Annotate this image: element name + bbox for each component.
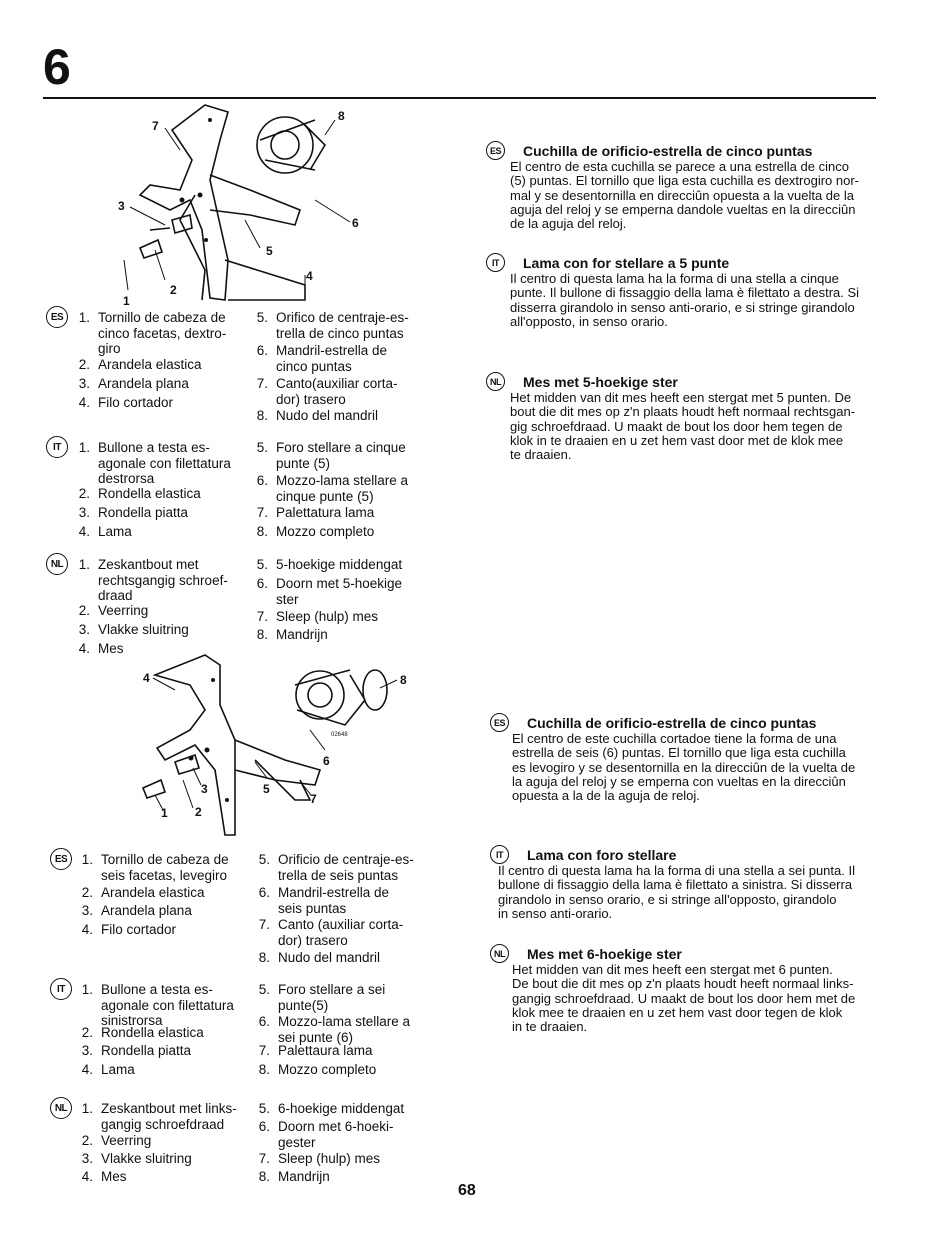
item-number: 8.: [258, 1169, 270, 1184]
list-item: [248, 1043, 373, 1059]
item-number: 7.: [256, 376, 268, 391]
item-number: 8.: [258, 950, 270, 965]
callout-7: 7: [310, 792, 317, 806]
item-number: 8.: [256, 524, 268, 539]
item-number: 1.: [78, 557, 90, 572]
item-text: Orifico de centraje-es- trella de cinco puntas: [276, 310, 409, 341]
section-title: Cuchilla de orificio-estrella de cinco puntas: [527, 715, 817, 731]
lang-badge-nl: NL: [490, 944, 509, 963]
item-number: 4.: [78, 395, 90, 410]
item-number: 2.: [78, 357, 90, 372]
callout-5: 5: [263, 782, 270, 796]
list-item: [248, 1062, 376, 1078]
item-number: 5.: [256, 440, 268, 455]
blade-diagram-five-point: [110, 100, 359, 308]
item-text: Nudo del mandril: [278, 950, 381, 965]
item-text: Mes: [98, 641, 124, 656]
section-body: Het midden van dit mes heeft een stergat met 6 punten. De bout die dit mes op z'n plaats houdt heeft normaal links- gangig schroefdraad. U maakt de bout los door hem met de klok mee te draaien en u zet hem vast door tegen de klok in te draaien.: [512, 962, 856, 1035]
item-text: Mandrijn: [276, 627, 328, 642]
lang-badge-es: ES: [490, 713, 509, 732]
list-item: [71, 982, 234, 1029]
blade-diagram-six-point: [135, 650, 420, 840]
section-title: Cuchilla de orificio-estrella de cinco puntas: [523, 143, 813, 159]
list-item: [71, 852, 229, 883]
section-title: Mes met 6-hoekige ster: [527, 946, 682, 962]
list-item: [71, 1151, 192, 1167]
item-number: 6.: [256, 576, 268, 591]
section-body: Het midden van dit mes heeft een stergat met 5 punten. De bout die dit mes op z'n plaats houdt heft normaal rechtsgan- gig schroefdraad. U maakt de bout los door hem tegen de klok in te draaien en u zet hem vast door met de klok mee te draaien.: [510, 390, 856, 463]
item-number: 3.: [78, 505, 90, 520]
list-item: [71, 1043, 191, 1059]
item-text: Mozzo-lama stellare a sei punte (6): [278, 1014, 411, 1045]
callout-6: 6: [323, 754, 330, 768]
callout-1: 1: [123, 294, 130, 308]
list-item: [71, 1101, 237, 1132]
section-body: El centro de este cuchilla cortadoe tiene la forma de una estrella de seis (6) puntas. El tornillo que liga esta cuchilla es levogiro y se desentornilla en la direcciûn de la vuelta de la aguja del reloj y se emperna con vueltas en la direcciûn opuesta a la de la aguja de reloj.: [512, 731, 856, 804]
item-text: Foro stellare a sei punte(5): [278, 982, 386, 1013]
item-text: Rondella piatta: [101, 1043, 192, 1058]
item-text: Zeskantbout met rechtsgangig schroef- draad: [98, 557, 228, 603]
section-body: Il centro di questa lama ha la forma di una stella a sei punta. Il bullone di fissaggio della lama è filettato a sinistra. Si disserra girandolo in senso orario, e si stringe all'opposto, girandolo in senso anti-orario.: [498, 863, 855, 921]
item-number: 2.: [81, 1133, 93, 1148]
item-text: Tornillo de cabeza de seis facetas, levegiro: [101, 852, 229, 883]
item-text: Vlakke sluitring: [98, 622, 189, 637]
callout-6: 6: [352, 216, 359, 230]
item-number: 3.: [78, 376, 90, 391]
item-text: Bullone a testa es- agonale con filettatura sinistrorsa: [101, 982, 234, 1028]
list-item: [68, 505, 188, 521]
list-item: [248, 982, 385, 1013]
list-item: [246, 343, 387, 374]
item-number: 3.: [81, 1043, 93, 1058]
list-item: [68, 440, 231, 487]
list-item: [68, 622, 189, 638]
item-text: Arandela plana: [98, 376, 189, 391]
item-text: Mozzo completo: [278, 1062, 377, 1077]
header-rule: [43, 97, 876, 99]
lang-badge-es: ES: [50, 848, 72, 870]
item-number: 7.: [256, 505, 268, 520]
item-text: Zeskantbout met links- gangig schroefdraad: [101, 1101, 237, 1132]
item-number: 7.: [256, 609, 268, 624]
section-title: Mes met 5-hoekige ster: [523, 374, 678, 390]
list-item: [248, 852, 414, 883]
item-text: Doorn met 5-hoekige ster: [276, 576, 403, 607]
list-item: [68, 641, 124, 657]
list-item: [246, 609, 378, 625]
item-number: 3.: [81, 1151, 93, 1166]
list-item: [68, 310, 226, 357]
list-item: [246, 440, 406, 471]
item-number: 5.: [258, 852, 270, 867]
lang-badge-it: IT: [46, 436, 68, 458]
item-text: Sleep (hulp) mes: [278, 1151, 381, 1166]
chapter-number: 6: [43, 39, 71, 95]
callout-8: 8: [400, 673, 407, 687]
item-text: 5-hoekige middengat: [276, 557, 403, 572]
item-text: Vlakke sluitring: [101, 1151, 192, 1166]
item-number: 2.: [81, 1025, 93, 1040]
list-item: [246, 627, 328, 643]
item-text: Arandela elastica: [101, 885, 205, 900]
list-item: [71, 922, 176, 938]
item-number: 6.: [258, 885, 270, 900]
callout-4: 4: [306, 269, 313, 283]
item-number: 6.: [258, 1119, 270, 1134]
section-body: El centro de esta cuchilla se parece a una estrella de cinco (5) puntas. El tornillo que liga esta cuchilla es dextrogiro nor- mal y se desentornilla en direcciûn opuesta a la vuelta de la aguja del reloj y se emperna dandole vueltas en la direcciûn de la aguja del reloj.: [510, 159, 860, 232]
item-number: 8.: [258, 1062, 270, 1077]
item-text: Mandril-estrella de cinco puntas: [276, 343, 388, 374]
list-item: [248, 885, 389, 916]
list-item: [248, 917, 403, 948]
item-text: Mandril-estrella de seis puntas: [278, 885, 390, 916]
item-number: 5.: [256, 557, 268, 572]
list-item: [246, 557, 402, 573]
item-text: Lama: [98, 524, 132, 539]
section-title: Lama con foro stellare: [527, 847, 677, 863]
item-number: 7.: [258, 1151, 270, 1166]
list-item: [246, 524, 374, 540]
item-number: 2.: [78, 486, 90, 501]
item-text: Rondella elastica: [98, 486, 201, 501]
list-item: [71, 1169, 127, 1185]
list-item: [248, 1169, 330, 1185]
lang-badge-nl: NL: [50, 1097, 72, 1119]
item-text: Sleep (hulp) mes: [276, 609, 379, 624]
callout-5: 5: [266, 244, 273, 258]
item-number: 1.: [81, 852, 93, 867]
section-title: Lama con for stellare a 5 punte: [523, 255, 730, 271]
list-item: [71, 903, 192, 919]
lang-badge-it: IT: [490, 845, 509, 864]
list-item: [71, 885, 205, 901]
section-body: Il centro di questa lama ha la forma di una stella a cinque punte. Il bullone di fissaggio della lama è filettato a destra. Si disserra girandolo in senso anti-orario, e si stringe girandolo all'opposto, in senso orario.: [510, 271, 860, 329]
item-text: Lama: [101, 1062, 135, 1077]
item-text: Canto(auxiliar corta- dor) trasero: [276, 376, 398, 407]
item-text: Palettaura lama: [278, 1043, 373, 1058]
lang-badge-it: IT: [486, 253, 505, 272]
item-text: 6-hoekige middengat: [278, 1101, 405, 1116]
callout-2: 2: [195, 805, 202, 819]
list-item: [68, 557, 228, 604]
lang-badge-it: IT: [50, 978, 72, 1000]
callout-3: 3: [118, 199, 125, 213]
list-item: [246, 473, 408, 504]
list-item: [68, 376, 189, 392]
list-item: [246, 376, 398, 407]
item-number: 1.: [81, 982, 93, 997]
item-text: Filo cortador: [101, 922, 177, 937]
callout-7: 7: [152, 119, 159, 133]
list-item: [68, 395, 173, 411]
item-number: 4.: [81, 1169, 93, 1184]
item-number: 4.: [81, 1062, 93, 1077]
list-item: [68, 524, 132, 540]
item-text: Arandela plana: [101, 903, 192, 918]
list-item: [248, 1101, 404, 1117]
item-number: 7.: [258, 1043, 270, 1058]
item-text: Mozzo completo: [276, 524, 375, 539]
list-item: [68, 603, 148, 619]
item-text: Mandrijn: [278, 1169, 330, 1184]
lang-badge-es: ES: [486, 141, 505, 160]
list-item: [248, 1014, 410, 1045]
item-number: 8.: [256, 627, 268, 642]
list-item: [248, 950, 380, 966]
item-text: Arandela elastica: [98, 357, 202, 372]
callout-8: 8: [338, 109, 345, 123]
item-text: Mozzo-lama stellare a cinque punte (5): [276, 473, 409, 504]
item-number: 4.: [78, 524, 90, 539]
item-number: 1.: [81, 1101, 93, 1116]
list-item: [248, 1119, 394, 1150]
list-item: [246, 408, 378, 424]
page-number: 68: [458, 1182, 476, 1199]
item-text: Orificio de centraje-es- trella de seis puntas: [278, 852, 414, 883]
item-number: 5.: [258, 982, 270, 997]
list-item: [68, 357, 202, 373]
item-number: 4.: [78, 641, 90, 656]
item-text: Rondella piatta: [98, 505, 189, 520]
lang-badge-nl: NL: [46, 553, 68, 575]
item-number: 3.: [81, 903, 93, 918]
item-number: 8.: [256, 408, 268, 423]
item-text: Veerring: [101, 1133, 152, 1148]
callout-2: 2: [170, 283, 177, 297]
item-text: Doorn met 6-hoeki- gester: [278, 1119, 394, 1150]
item-number: 7.: [258, 917, 270, 932]
list-item: [71, 1133, 151, 1149]
item-text: Bullone a testa es- agonale con filettatura destrorsa: [98, 440, 231, 486]
callout-3: 3: [201, 782, 208, 796]
item-text: Palettatura lama: [276, 505, 375, 520]
item-number: 6.: [256, 343, 268, 358]
list-item: [71, 1062, 135, 1078]
callout-4: 4: [143, 671, 150, 685]
item-number: 3.: [78, 622, 90, 637]
item-number: 5.: [256, 310, 268, 325]
item-text: Canto (auxiliar corta- dor) trasero: [278, 917, 404, 948]
item-text: Rondella elastica: [101, 1025, 204, 1040]
item-text: Mes: [101, 1169, 127, 1184]
list-item: [246, 505, 374, 521]
item-number: 5.: [258, 1101, 270, 1116]
lang-badge-nl: NL: [486, 372, 505, 391]
item-text: Tornillo de cabeza de cinco facetas, dextro- giro: [98, 310, 227, 356]
list-item: [246, 576, 402, 607]
list-item: [246, 310, 409, 341]
item-number: 4.: [81, 922, 93, 937]
item-text: Veerring: [98, 603, 149, 618]
item-text: Nudo del mandril: [276, 408, 379, 423]
item-number: 1.: [78, 310, 90, 325]
item-text: Filo cortador: [98, 395, 174, 410]
figure-code: 02648: [331, 732, 348, 738]
item-number: 6.: [256, 473, 268, 488]
item-text: Foro stellare a cinque punte (5): [276, 440, 406, 471]
callout-1: 1: [161, 806, 168, 820]
list-item: [248, 1151, 380, 1167]
item-number: 2.: [81, 885, 93, 900]
list-item: [68, 486, 201, 502]
item-number: 6.: [258, 1014, 270, 1029]
lang-badge-es: ES: [46, 306, 68, 328]
item-number: 2.: [78, 603, 90, 618]
item-number: 1.: [78, 440, 90, 455]
list-item: [71, 1025, 204, 1041]
